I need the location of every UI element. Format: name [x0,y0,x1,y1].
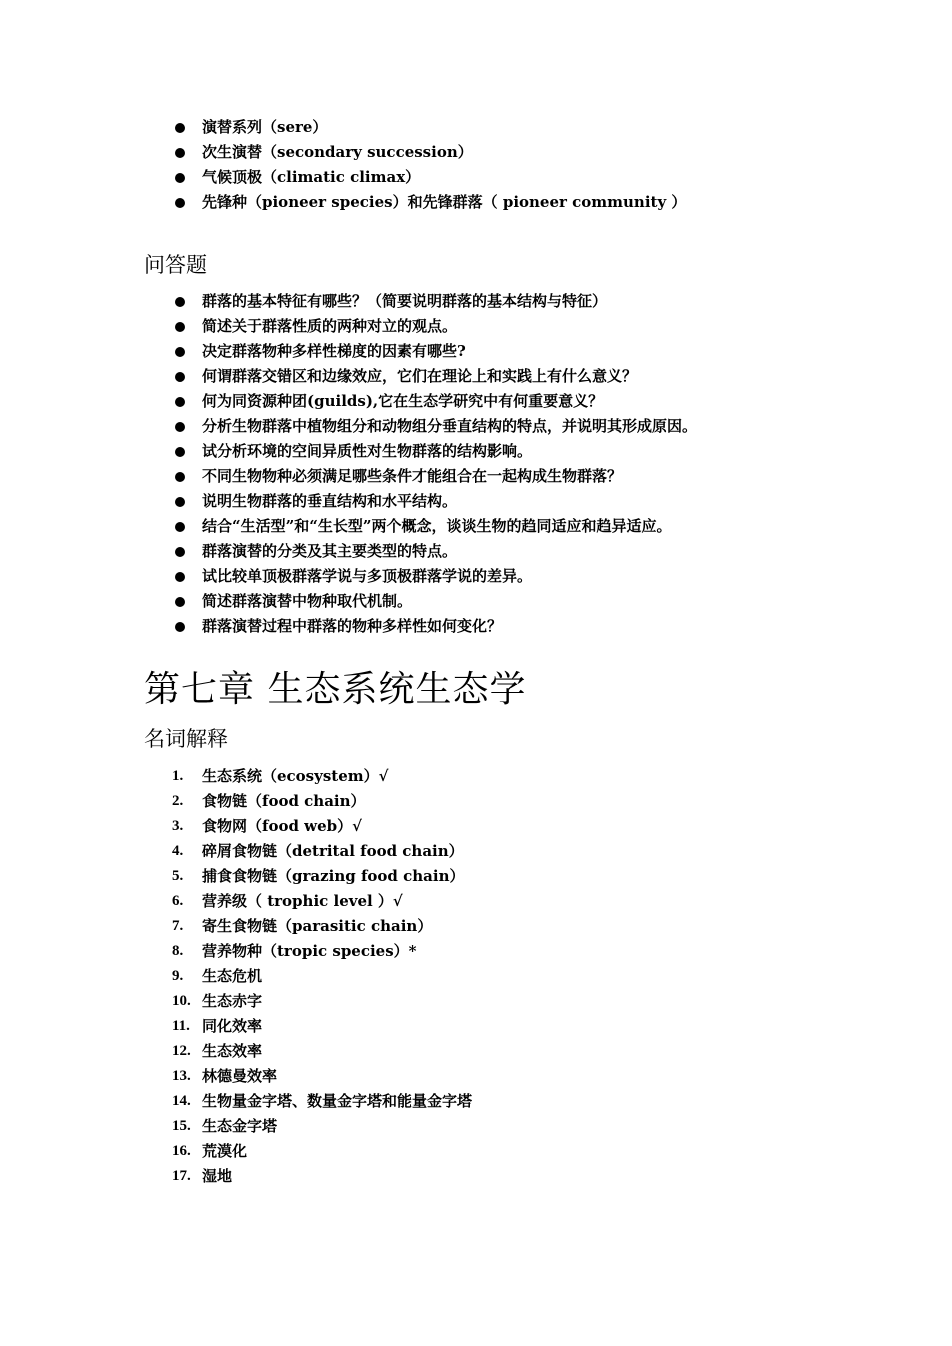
terms-list [172,764,472,1189]
list-item: 何为同资源种团(guilds),它在生态学研究中有何重要意义？ [172,389,697,414]
list-item: 试比较单顶极群落学说与多顶极群落学说的差异。 [172,564,697,589]
item-number: 15. [172,1118,191,1134]
bullet-icon [175,547,185,557]
item-number: 17. [172,1168,191,1184]
item-number: 13. [172,1068,191,1084]
item-number: 6. [172,893,184,909]
bullet-icon [175,447,185,457]
list-item: 6. 营养级（ trophic level ）√ [172,889,472,914]
list-item: 何谓群落交错区和边缘效应，它们在理论上和实践上有什么意义？ [172,364,697,389]
list-item: 3. 食物网（food web）√ [172,814,472,839]
list-item: 分析生物群落中植物组分和动物组分垂直结构的特点，并说明其形成原因。 [172,414,697,439]
item-number: 4. [172,843,184,859]
item-number: 5. [172,868,184,884]
list-item: 9. 生态危机 [172,964,472,989]
bullet-icon [175,123,185,133]
list-item: 演替系列（sere） [172,115,686,140]
item-number: 11. [172,1018,190,1034]
bullet-icon [175,522,185,532]
bullet-icon [175,472,185,482]
item-number: 7. [172,918,184,934]
list-item: 5. 捕食食物链（grazing food chain） [172,864,472,889]
list-item: 群落演替过程中群落的物种多样性如何变化？ [172,614,697,639]
bullet-icon [175,572,185,582]
list-item: 13. 林德曼效率 [172,1064,472,1089]
bullet-icon [175,297,185,307]
terms-heading: 名词解释 [144,727,228,751]
list-item: 10. 生态赤字 [172,989,472,1014]
item-number: 16. [172,1143,191,1159]
list-item: 试分析环境的空间异质性对生物群落的结构影响。 [172,439,697,464]
list-item: 群落的基本特征有哪些？（简要说明群落的基本结构与特征） [172,289,697,314]
item-number: 1. [172,768,184,784]
list-item: 14. 生物量金字塔、数量金字塔和能量金字塔 [172,1089,472,1114]
bullet-icon [175,372,185,382]
list-item: 决定群落物种多样性梯度的因素有哪些? [172,339,697,364]
bullet-icon [175,148,185,158]
list-item: 4. 碎屑食物链（detrital food chain） [172,839,472,864]
list-item: 说明生物群落的垂直结构和水平结构。 [172,489,697,514]
bullet-icon [175,622,185,632]
list-item: 1. 生态系统（ecosystem）√ [172,764,472,789]
list-item: 7. 寄生食物链（parasitic chain） [172,914,472,939]
bullet-icon [175,173,185,183]
chapter-title: 第七章 生态系统生态学 [144,669,527,710]
bullet-icon [175,422,185,432]
item-number: 8. [172,943,184,959]
item-number: 3. [172,818,184,834]
bullet-icon [175,198,185,208]
list-item: 不同生物物种必须满足哪些条件才能组合在一起构成生物群落？ [172,464,697,489]
list-item: 12. 生态效率 [172,1039,472,1064]
list-item: 8. 营养物种（tropic species）* [172,939,472,964]
list-item: 简述关于群落性质的两种对立的观点。 [172,314,697,339]
bullet-icon [175,597,185,607]
item-number: 10. [172,993,191,1009]
qa-list [172,289,697,639]
list-item: 2. 食物链（food chain） [172,789,472,814]
qa-heading: 问答题 [144,253,207,277]
list-item: 气候顶极（climatic climax） [172,165,686,190]
list-item: 群落演替的分类及其主要类型的特点。 [172,539,697,564]
list-item: 15. 生态金字塔 [172,1114,472,1139]
bullet-icon [175,347,185,357]
list-item: 17. 湿地 [172,1164,472,1189]
list-item: 11. 同化效率 [172,1014,472,1039]
item-number: 14. [172,1093,191,1109]
item-number: 12. [172,1043,191,1059]
list-item: 次生演替（secondary succession） [172,140,686,165]
list-item: 16. 荒漠化 [172,1139,472,1164]
item-number: 2. [172,793,184,809]
bullet-icon [175,497,185,507]
list-item: 简述群落演替中物种取代机制。 [172,589,697,614]
bullet-icon [175,397,185,407]
item-number: 9. [172,968,184,984]
list-item: 结合“生活型”和“生长型”两个概念，谈谈生物的趋同适应和趋异适应。 [172,514,697,539]
bullet-icon [175,322,185,332]
terms-tail-list [172,115,686,215]
list-item: 先锋种（pioneer species）和先锋群落（ pioneer community ） [172,190,686,215]
